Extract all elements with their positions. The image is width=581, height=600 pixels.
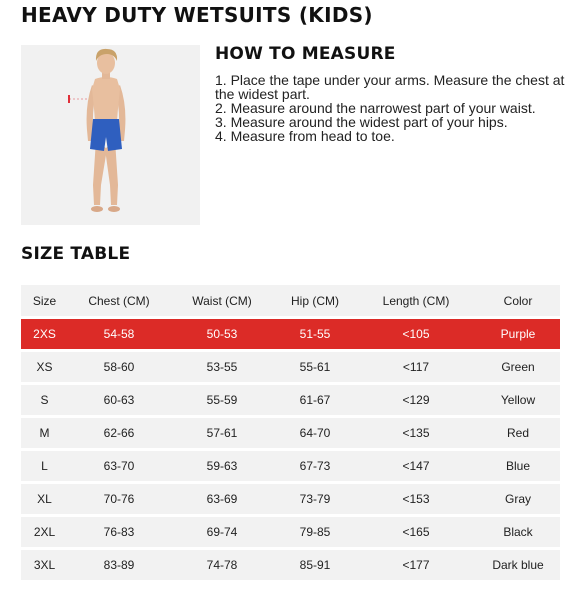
length-cell: <129 bbox=[356, 385, 476, 415]
hip-cell: 55-61 bbox=[274, 352, 356, 382]
how-to-measure-heading: HOW TO MEASURE bbox=[215, 44, 396, 64]
size-cell: L bbox=[21, 451, 68, 481]
length-cell: <135 bbox=[356, 418, 476, 448]
length-cell: <165 bbox=[356, 517, 476, 547]
chest-cell: 60-63 bbox=[68, 385, 170, 415]
hip-cell: 73-79 bbox=[274, 484, 356, 514]
waist-cell: 69-74 bbox=[170, 517, 274, 547]
hip-cell: 67-73 bbox=[274, 451, 356, 481]
color-cell: Green bbox=[476, 352, 560, 382]
measure-step-length: 4. Measure from head to toe. bbox=[215, 128, 395, 144]
table-header-row bbox=[21, 285, 560, 316]
size-cell: XS bbox=[21, 352, 68, 382]
measure-step-waist: 2. Measure around the narrowest part of your waist. bbox=[215, 100, 536, 116]
size-table-heading: SIZE TABLE bbox=[21, 244, 131, 264]
hip-cell: 79-85 bbox=[274, 517, 356, 547]
chest-cell: 76-83 bbox=[68, 517, 170, 547]
hip-cell: 64-70 bbox=[274, 418, 356, 448]
column-header-length: Length (CM) bbox=[356, 285, 476, 316]
length-cell: <117 bbox=[356, 352, 476, 382]
waist-cell: 55-59 bbox=[170, 385, 274, 415]
waist-cell: 74-78 bbox=[170, 550, 274, 580]
length-cell: <105 bbox=[356, 319, 476, 349]
how-to-measure-section bbox=[215, 44, 565, 143]
page-title: HEAVY DUTY WETSUITS (KIDS) bbox=[21, 3, 373, 27]
color-cell: Yellow bbox=[476, 385, 560, 415]
color-cell: Dark blue bbox=[476, 550, 560, 580]
column-header-waist: Waist (CM) bbox=[170, 285, 274, 316]
size-cell: 2XS bbox=[21, 319, 68, 349]
hip-cell: 51-55 bbox=[274, 319, 356, 349]
table-row-2xs bbox=[21, 319, 560, 349]
size-cell: XL bbox=[21, 484, 68, 514]
waist-cell: 57-61 bbox=[170, 418, 274, 448]
color-cell: Blue bbox=[476, 451, 560, 481]
table-row-xs bbox=[21, 352, 560, 382]
color-cell: Red bbox=[476, 418, 560, 448]
chest-cell: 58-60 bbox=[68, 352, 170, 382]
size-cell: S bbox=[21, 385, 68, 415]
waist-cell: 50-53 bbox=[170, 319, 274, 349]
table-row-3xl bbox=[21, 550, 560, 580]
column-header-size: Size bbox=[21, 285, 68, 316]
length-cell: <177 bbox=[356, 550, 476, 580]
length-cell: <147 bbox=[356, 451, 476, 481]
waist-cell: 63-69 bbox=[170, 484, 274, 514]
table-row-s bbox=[21, 385, 560, 415]
length-cell: <153 bbox=[356, 484, 476, 514]
child-model-photo bbox=[21, 45, 200, 225]
hip-cell: 85-91 bbox=[274, 550, 356, 580]
table-row-m bbox=[21, 418, 560, 448]
size-cell: 3XL bbox=[21, 550, 68, 580]
column-header-chest: Chest (CM) bbox=[68, 285, 170, 316]
chest-cell: 70-76 bbox=[68, 484, 170, 514]
hip-cell: 61-67 bbox=[274, 385, 356, 415]
size-cell: M bbox=[21, 418, 68, 448]
measure-step-chest: 1. Place the tape under your arms. Measure the chest at the widest part. bbox=[215, 72, 565, 102]
size-table bbox=[21, 282, 560, 583]
chest-cell: 62-66 bbox=[68, 418, 170, 448]
column-header-color: Color bbox=[476, 285, 560, 316]
waist-cell: 53-55 bbox=[170, 352, 274, 382]
size-cell: 2XL bbox=[21, 517, 68, 547]
table-row-xl bbox=[21, 484, 560, 514]
color-cell: Black bbox=[476, 517, 560, 547]
color-cell: Gray bbox=[476, 484, 560, 514]
table-row-l bbox=[21, 451, 560, 481]
color-cell: Purple bbox=[476, 319, 560, 349]
chest-cell: 54-58 bbox=[68, 319, 170, 349]
column-header-hip: Hip (CM) bbox=[274, 285, 356, 316]
table-row-2xl bbox=[21, 517, 560, 547]
chest-cell: 83-89 bbox=[68, 550, 170, 580]
measure-step-hips: 3. Measure around the widest part of your hips. bbox=[215, 114, 508, 130]
waist-cell: 59-63 bbox=[170, 451, 274, 481]
chest-cell: 63-70 bbox=[68, 451, 170, 481]
